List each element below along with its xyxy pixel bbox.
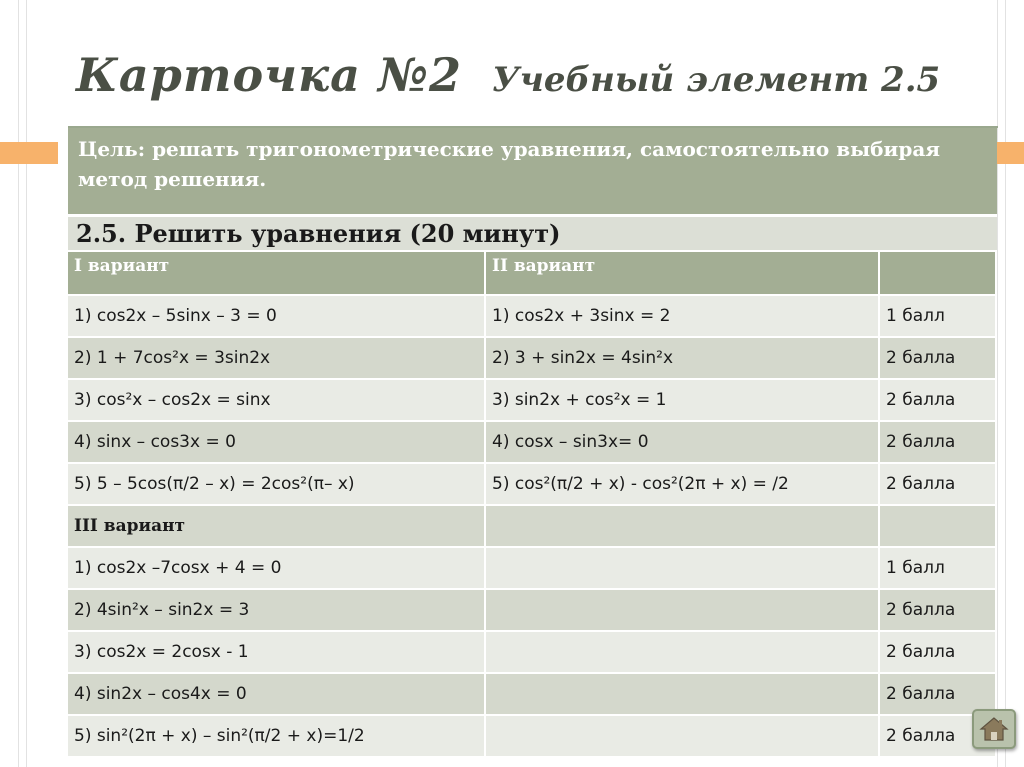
equation-variant-cell xyxy=(486,714,880,756)
table-header-row xyxy=(68,250,997,294)
equation-variant-cell: 4) sinx – cos3x = 0 xyxy=(68,420,486,462)
table-row xyxy=(68,630,997,672)
header-variant-1: I вариант xyxy=(68,250,486,294)
equation-variant-cell: 3) cos²x – cos2x = sinx xyxy=(68,378,486,420)
points-cell: 1 балл xyxy=(880,546,997,588)
decor-line-left-inner xyxy=(26,0,27,767)
points-cell: 2 балла xyxy=(880,672,997,714)
points-cell: 2 балла xyxy=(880,630,997,672)
points-cell: 2 балла xyxy=(880,588,997,630)
points-cell: 2 балла xyxy=(880,462,997,504)
points-cell: 2 балла xyxy=(880,378,997,420)
table-row xyxy=(68,504,997,546)
equation-variant-cell: 4) cosx – sin3x= 0 xyxy=(486,420,880,462)
goal-box: Цель: решать тригонометрические уравнения, самостоятельно выбирая метод решения. xyxy=(68,128,997,214)
points-cell xyxy=(880,504,997,546)
equation-variant-cell: 1) cos2x – 5sinx – 3 = 0 xyxy=(68,294,486,336)
decor-line-right-outer xyxy=(1005,0,1006,767)
equation-variant-cell: 5) 5 – 5cos(π/2 – x) = 2cos²(π– x) xyxy=(68,462,486,504)
equation-variant-cell xyxy=(486,588,880,630)
equation-variant-cell: 1) cos2x + 3sinx = 2 xyxy=(486,294,880,336)
equations-table xyxy=(68,250,997,756)
equation-variant-cell: 2) 4sin²x – sin2x = 3 xyxy=(68,588,486,630)
accent-bar-right xyxy=(995,142,1024,164)
accent-bar-left xyxy=(0,142,58,164)
equation-variant-cell xyxy=(486,672,880,714)
equation-variant-cell xyxy=(486,630,880,672)
table-row xyxy=(68,546,997,588)
home-button[interactable] xyxy=(972,709,1016,749)
table-row xyxy=(68,714,997,756)
table-row xyxy=(68,336,997,378)
equation-variant-cell: 5) cos²(π/2 + x) - cos²(2π + x) = /2 xyxy=(486,462,880,504)
equation-variant-cell: 3) cos2x = 2cosx - 1 xyxy=(68,630,486,672)
equation-variant-cell: 2) 1 + 7cos²x = 3sin2x xyxy=(68,336,486,378)
home-icon xyxy=(979,715,1009,743)
header-variant-2: II вариант xyxy=(486,250,880,294)
equation-variant-cell: 2) 3 + sin2x = 4sin²x xyxy=(486,336,880,378)
table-row xyxy=(68,294,997,336)
equation-variant-cell xyxy=(486,504,880,546)
table-row xyxy=(68,588,997,630)
points-cell: 2 балла xyxy=(880,420,997,462)
equation-variant-cell: 4) sin2x – cos4x = 0 xyxy=(68,672,486,714)
task-heading: 2.5. Решить уравнения (20 минут) xyxy=(68,217,997,250)
equation-variant-cell: 3) sin2x + cos²x = 1 xyxy=(486,378,880,420)
points-cell: 2 балла xyxy=(880,336,997,378)
decor-line-right-inner xyxy=(997,0,998,767)
points-cell: 2 балла xyxy=(880,714,997,756)
equation-variant-cell: III вариант xyxy=(68,504,486,546)
header-points xyxy=(880,250,997,294)
table-row xyxy=(68,420,997,462)
title-sub: Учебный элемент 2.5 xyxy=(492,60,941,100)
points-cell: 1 балл xyxy=(880,294,997,336)
title-main: Карточка №2 xyxy=(76,48,463,102)
table-row xyxy=(68,672,997,714)
equation-variant-cell: 5) sin²(2π + x) – sin²(π/2 + x)=1/2 xyxy=(68,714,486,756)
decor-line-left-outer xyxy=(18,0,19,767)
equation-variant-cell xyxy=(486,546,880,588)
table-row xyxy=(68,378,997,420)
slide-title xyxy=(76,48,996,118)
table-row xyxy=(68,462,997,504)
equation-variant-cell: 1) cos2x –7cosx + 4 = 0 xyxy=(68,546,486,588)
